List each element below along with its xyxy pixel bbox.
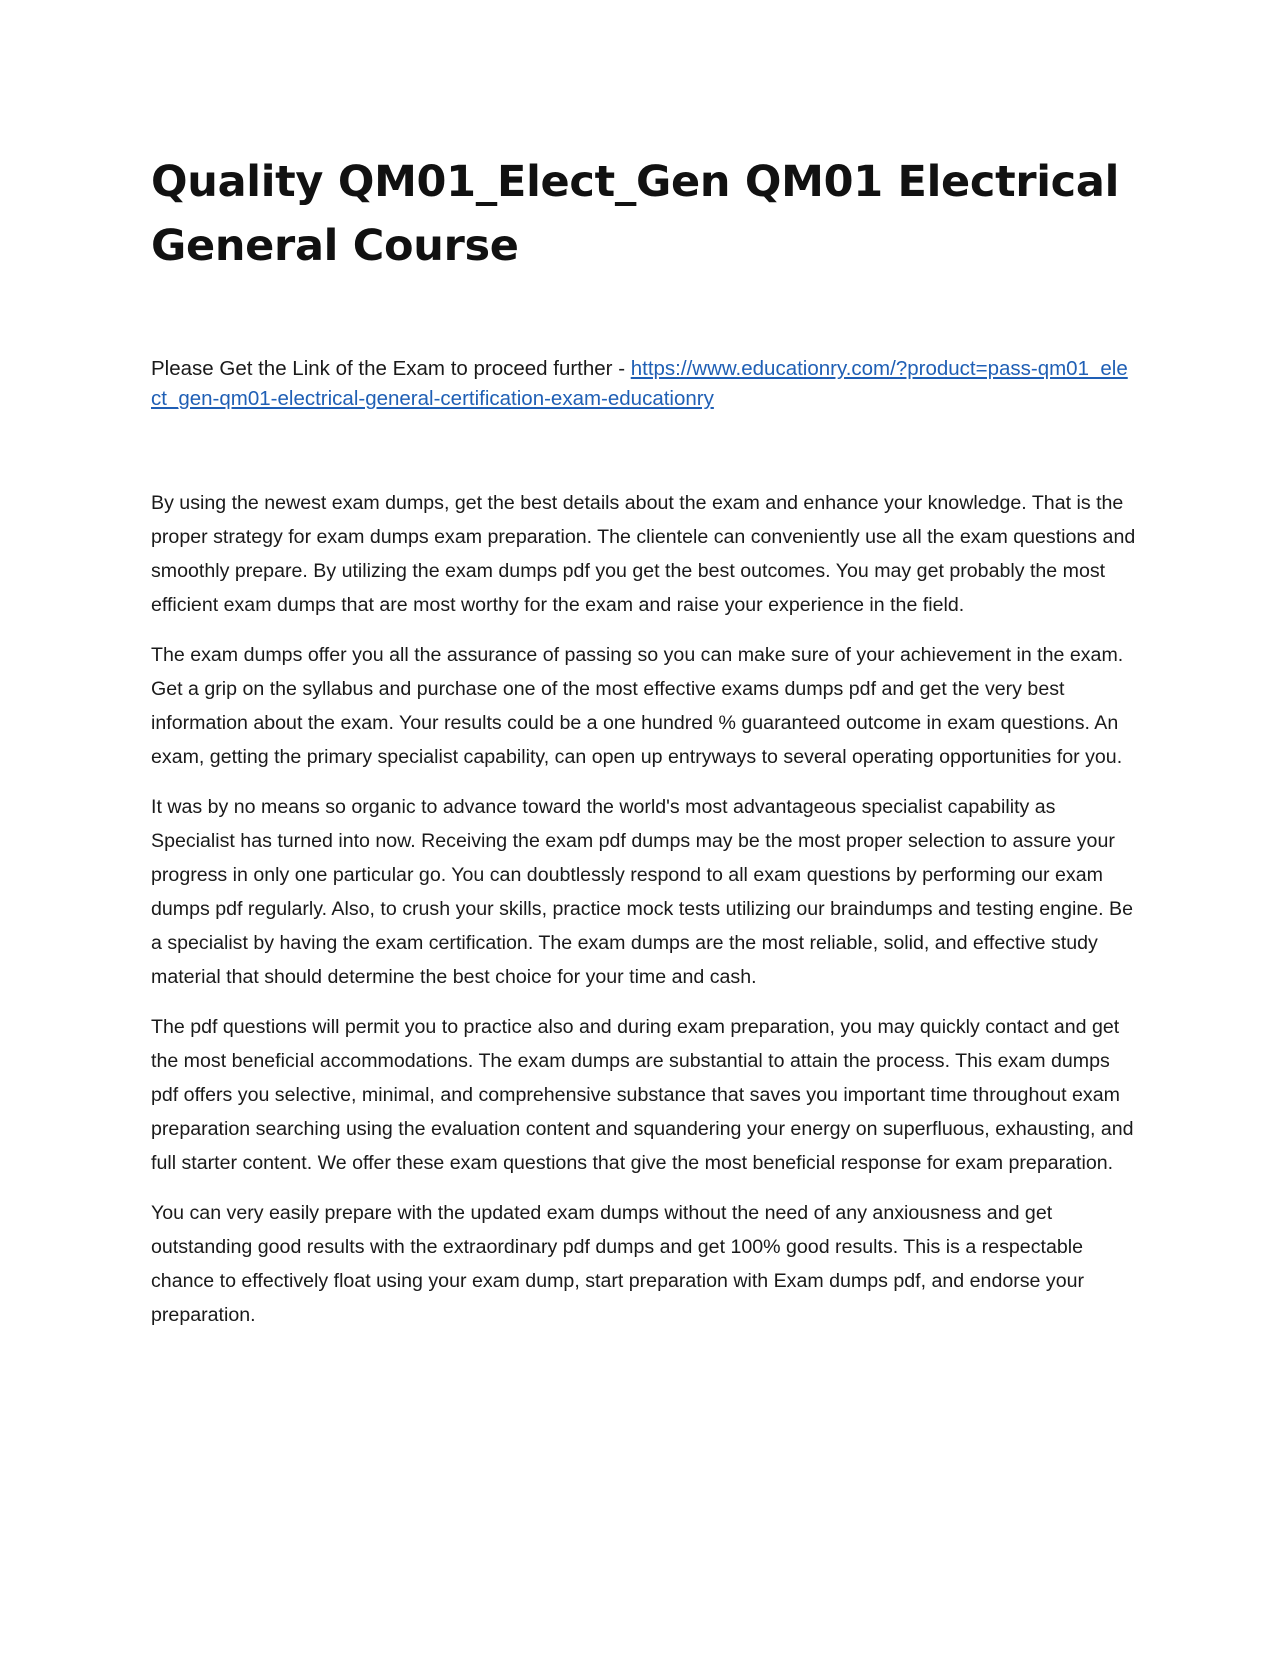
paragraph-1: By using the newest exam dumps, get the best details about the exam and enhance your knowledge. That is the proper strategy for exam dumps exam preparation. The clientele can conveniently use all the exam questions and smoothly prepare. By utilizing the exam dumps pdf you get the best outcomes. You may get probably the most efficient exam dumps that are most worthy for the exam and raise your experience in the field. — [151, 492, 1136, 616]
intro-text: Please Get the Link of the Exam to proceed further - — [151, 357, 631, 380]
exam-link[interactable]: https://www.educationry.com/?product=pass-qm01_elect_gen-qm01-electrical-general-certification-exam-educationry — [151, 357, 1128, 410]
document-content — [151, 150, 1136, 1348]
paragraph-2: The exam dumps offer you all the assurance of passing so you can make sure of your achievement in the exam. Get a grip on the syllabus and purchase one of the most effective exams dumps pdf and get the very best information about the exam. Your results could be a one hundred % guaranteed outcome in exam questions. An exam, getting the primary specialist capability, can open up entryways to several operating opportunities for you. — [151, 644, 1124, 768]
paragraph-3: It was by no means so organic to advance toward the world's most advantageous specialist capability as Specialist has turned into now. Receiving the exam pdf dumps may be the most proper selection to assure your progress in only one particular go. You can doubtlessly respond to all exam questions by performing our exam dumps pdf regularly. Also, to crush your skills, practice mock tests utilizing our braindumps and testing engine. Be a specialist by having the exam certification. The exam dumps are the most reliable, solid, and effective study material that should determine the best choice for your time and cash. — [151, 796, 1133, 988]
paragraph-4: The pdf questions will permit you to practice also and during exam preparation, you may quickly contact and get the most beneficial accommodations. The exam dumps are substantial to attain the process. This exam dumps pdf offers you selective, minimal, and comprehensive substance that saves you important time throughout exam preparation searching using the evaluation content and squandering your energy on superfluous, exhausting, and full starter content. We offer these exam questions that give the most beneficial response for exam preparation. — [151, 1016, 1134, 1174]
document-title: Quality QM01_Elect_Gen QM01 Electrical General Course — [151, 157, 1120, 271]
exam-link-intro — [151, 354, 1136, 414]
paragraph-5: You can very easily prepare with the updated exam dumps without the need of any anxiousness and get outstanding good results with the extraordinary pdf dumps and get 100% good results. This is a respectable chance to effectively float using your exam dump, start preparation with Exam dumps pdf, and endorse your preparation. — [151, 1202, 1085, 1326]
document-body — [151, 486, 1136, 1332]
